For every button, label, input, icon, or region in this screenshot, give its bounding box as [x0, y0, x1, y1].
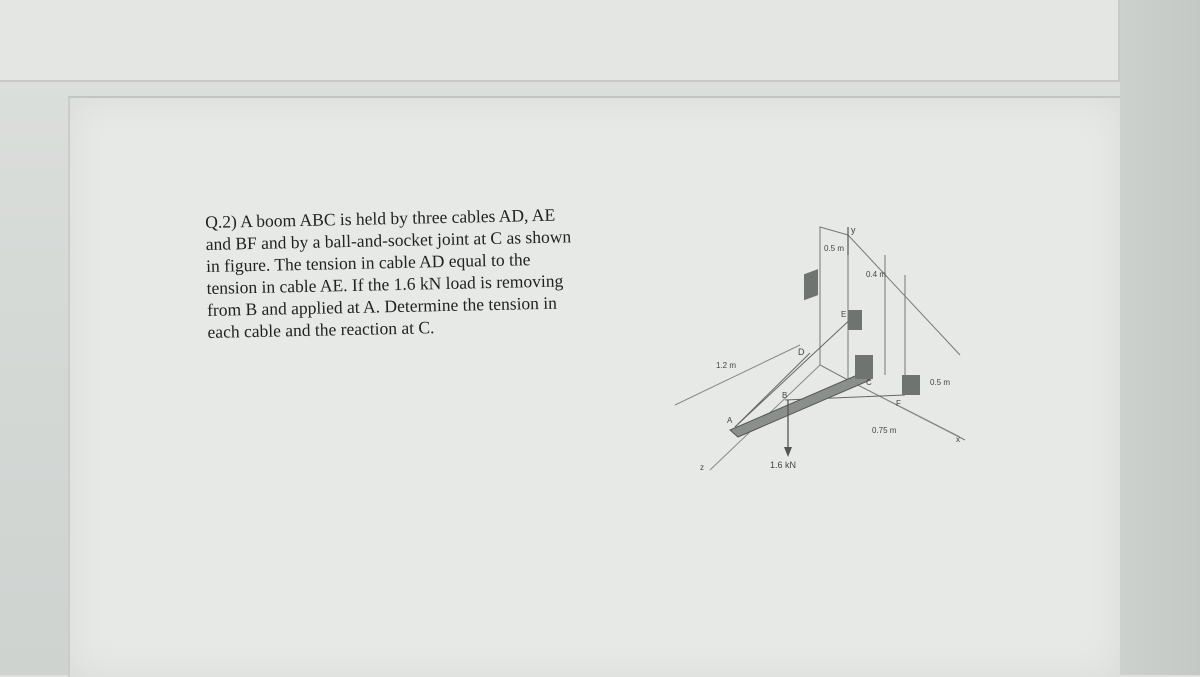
load-arrow-head — [784, 447, 792, 457]
dim-05-right: 0.5 m — [930, 378, 951, 387]
question-line-4: tension in cable AE. If the 1.6 kN load is removing — [206, 270, 564, 298]
point-d-label: D — [798, 347, 805, 357]
question-line-3: in figure. The tension in cable AD equal to the — [205, 249, 531, 276]
boom-figure — [670, 215, 970, 485]
load-label: 1.6 kN — [770, 460, 797, 470]
point-f-label: F — [896, 399, 901, 408]
question-text — [205, 202, 658, 343]
bracket-c — [855, 355, 873, 379]
y-axis-label: y — [851, 225, 856, 235]
right-strip — [1120, 0, 1200, 675]
dim-075: 0.75 m — [872, 426, 897, 435]
point-b-label: B — [782, 391, 788, 400]
top-panel — [0, 0, 1120, 82]
question-line-5: from B and applied at A. Determine the tension in — [206, 292, 558, 320]
dim-12: 1.2 m — [716, 361, 737, 370]
boom-abc — [730, 373, 870, 437]
point-e-label: E — [841, 310, 847, 319]
question-line-1: Q.2) A boom ABC is held by three cables AD, AE — [205, 204, 556, 232]
bracket-f — [902, 375, 920, 395]
bracket-d — [804, 269, 818, 300]
question-line-2: and BF and by a ball-and-socket joint at C as shown — [205, 226, 572, 254]
wall-edge-top — [848, 235, 960, 355]
point-c-label: C — [866, 378, 872, 387]
dim-05-top: 0.5 m — [824, 244, 845, 253]
dim-04: 0.4 m — [866, 270, 887, 279]
question-line-6: each cable and the reaction at C. — [207, 317, 435, 342]
bracket-e — [848, 310, 862, 330]
z-axis-label: z — [700, 463, 704, 472]
point-a-label: A — [727, 416, 733, 425]
x-axis-label: x — [956, 435, 960, 444]
